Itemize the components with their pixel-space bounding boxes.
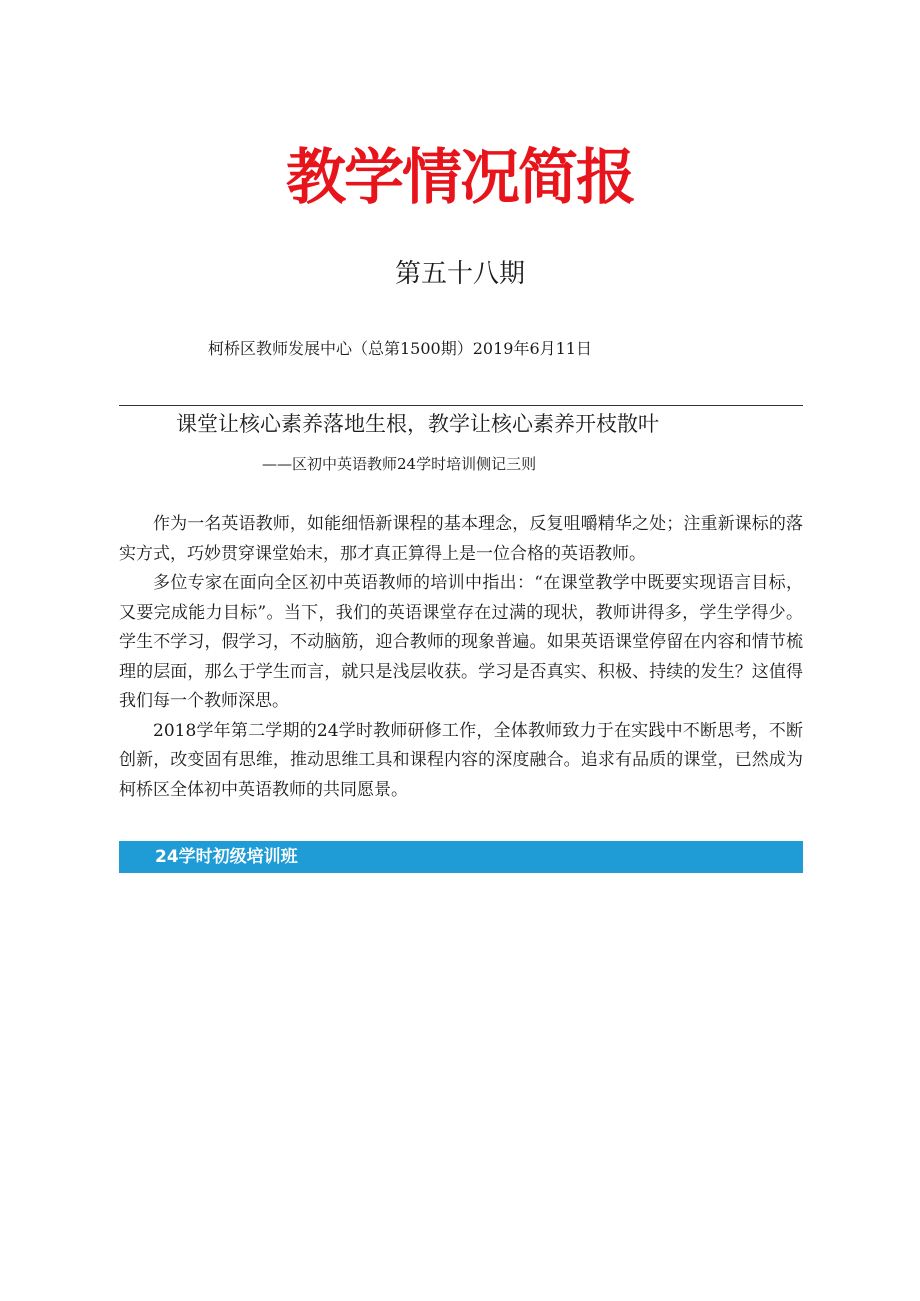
newsletter-masthead-title: 教学情况简报 <box>286 143 634 213</box>
article-paragraph: 2018学年第二学期的24学时教师研修工作，全体教师致力于在实践中不断思考，不断创新，改变固有思维，推动思维工具和课程内容的深度融合。追求有品质的课堂，已然成为柯桥区全体初中英语教师的共同愿景。 <box>119 720 803 800</box>
article-body <box>119 510 803 805</box>
header-divider <box>119 405 803 406</box>
article-title: 课堂让核心素养落地生根，教学让核心素养开枝散叶 <box>176 412 659 436</box>
article-subtitle: ——区初中英语教师24学时培训侧记三则 <box>262 455 537 473</box>
section-header-label: 24学时初级培训班 <box>155 847 298 867</box>
article-paragraph: 作为一名英语教师，如能细悟新课程的基本理念，反复咀嚼精华之处；注重新课标的落实方式，巧妙贯穿课堂始末，那才真正算得上是一位合格的英语教师。 <box>119 514 803 564</box>
issue-number: 第五十八期 <box>394 259 525 289</box>
section-header-bar <box>119 841 803 873</box>
article-paragraph: 多位专家在面向全区初中英语教师的培训中指出：“在课堂教学中既要实现语言目标，又要完成能力目标”。当下，我们的英语课堂存在过满的现状，教师讲得多，学生学得少。学生不学习，假学习，不动脑筋，迎合教师的现象普遍。如果英语课堂停留在内容和情节梳理的层面，那么于学生而言，就只是浅层收获。学习是否真实、积极、持续的发生？这值得我们每一个教师深思。 <box>119 573 803 711</box>
publication-meta: 柯桥区教师发展中心（总第1500期）2019年6月11日 <box>208 339 592 358</box>
